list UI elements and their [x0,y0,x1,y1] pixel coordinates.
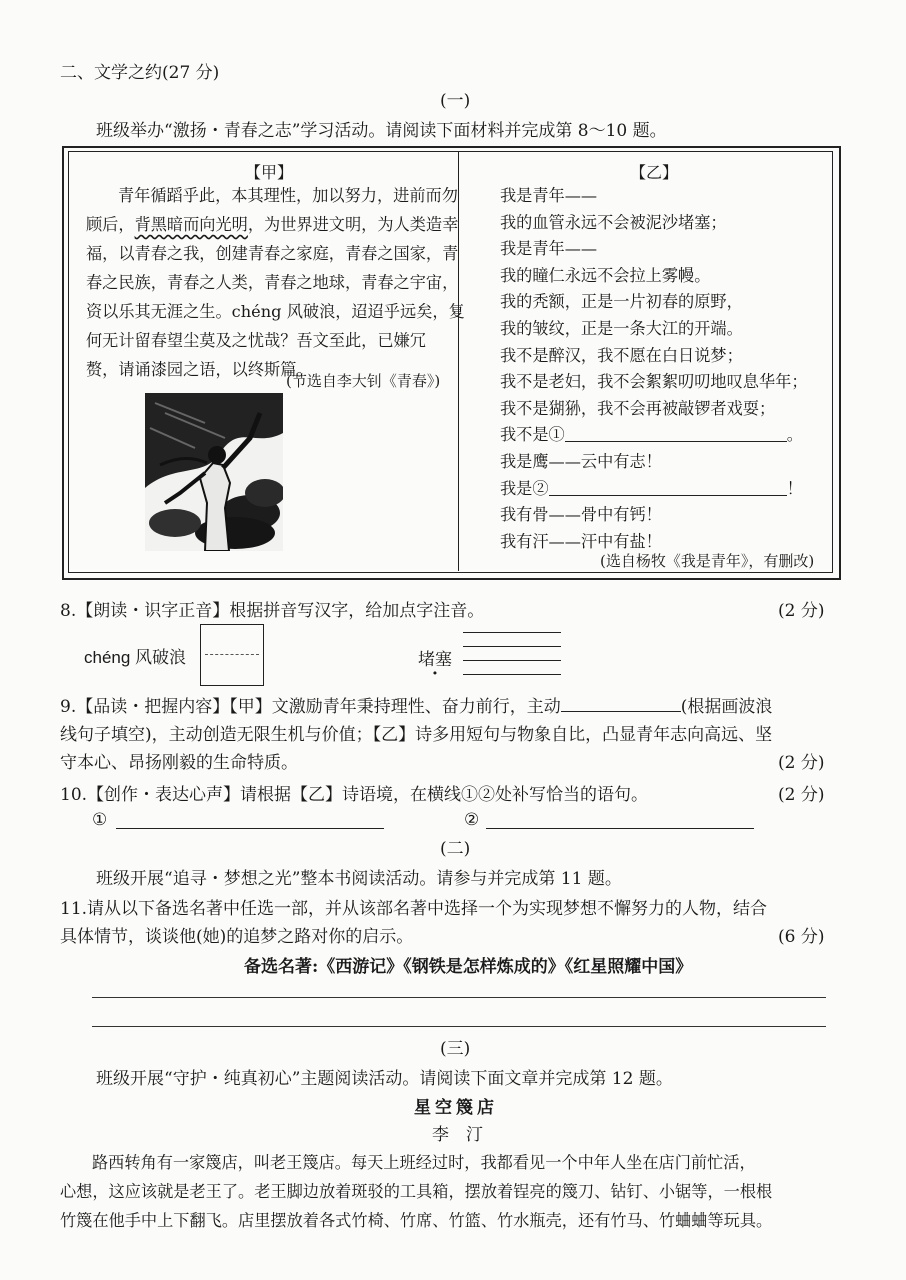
q9-line1: 9.【品读・把握内容】【甲】文激励青年秉持理性、奋力前行，主动 (根据画波浪 [60,697,773,717]
q10-blank1-line[interactable] [116,828,384,829]
article-title: 星空篾店 [414,1098,498,1118]
q11-line1: 11.请从以下备选名著中任选一部，并从该部名著中选择一个为实现梦想不懈努力的人物，结合 [60,899,768,919]
pinyin-line-1[interactable] [463,632,561,633]
part-intro-2: 班级开展“追寻・梦想之光”整本书阅读活动。请参与并完成第 11 题。 [96,869,622,889]
q8-pinyin-item: chéng 风破浪 [84,648,187,667]
article-author: 李 汀 [432,1125,483,1145]
q11-line2: 具体情节，谈谈他(她)的追梦之路对你的启示。 [60,927,414,947]
jia-source: (节选自李大钊《青春》) [286,372,441,390]
q9-score: (2 分) [778,753,825,773]
q8-text: 8.【朗读・识字正音】根据拼音写汉字，给加点字注音。 [60,601,485,621]
q9-line3: 守本心、昂扬刚毅的生命特质。 [60,753,298,773]
q10-blank2-label: ② [464,810,480,830]
poem-blank-1-line: 我不是① 。 [500,425,803,445]
part-intro-3: 班级开展“守护・纯真初心”主题阅读活动。请阅读下面文章并完成第 12 题。 [96,1069,673,1089]
jia-text: 青年循蹈乎此，本其理性，加以努力，进前而勿 顾后，背黑暗而向光明，为世界进文明，为人类造幸 福，以青春之我，创建青春之家庭，青春之国家，青 春之民族，青春之人类，青春之地球，青春之宇宙， 资以乐其无涯之生。chéng 风破浪，迢迢乎远矣，复 何无计留春望尘莫及之忧哉？吾文至此，已嫌冗 赘，请诵漆园之语，以终斯篇。 [86,186,465,379]
q9-line2: 线句子填空)，主动创造无限生机与价值；【乙】诗多用短句与物象自比，凸显青年志向高远、坚 [60,725,773,745]
q8-score: (2 分) [778,601,825,621]
yi-source: (选自杨牧《我是青年》，有删改) [600,552,815,570]
part-label-3: (三) [440,1039,471,1059]
pinyin-line-4[interactable] [463,674,561,675]
q10-score: (2 分) [778,785,825,805]
q9-blank[interactable] [561,695,681,712]
yi-poem: 我是青年—— 我的血管永远不会被泥沙堵塞； 我是青年—— 我的瞳仁永远不会拉上雾幔。 我的秃额，正是一片初春的原野， 我的皱纹，正是一条大江的开端。 我不是醉汉，我不愿在白日说梦； 我不是老妇，我不会絮絮叨叨地叹息华年； 我不是猢狲，我不会再被敲锣者戏耍； 我不是① 。 我是鹰——云中有志！ 我是② ！ 我有骨——骨中有钙！ 我有汗——汗中有盐！ [500,186,808,551]
pinyin-line-3[interactable] [463,660,561,661]
section-title: 二、文学之约(27 分) [60,63,220,83]
wavy-sentence: 背黑暗而向光明 [134,215,248,234]
q8-char-item: 堵塞 [418,650,452,670]
material-divider [458,151,459,571]
q10-text: 10.【创作・表达心声】请根据【乙】诗语境，在横线①②处补写恰当的语句。 [60,785,649,805]
part-intro-1: 班级举办“激扬・青春之志”学习活动。请阅读下面材料并完成第 8～10 题。 [96,121,667,141]
poem-blank-2-line: 我是② ！ [500,478,803,498]
answer-line-2[interactable] [92,1026,826,1027]
part-label-2: (二) [440,839,471,859]
answer-line-1[interactable] [92,997,826,998]
jia-header: 【甲】 [245,163,294,182]
q11-score: (6 分) [778,927,825,947]
pinyin-line-2[interactable] [463,646,561,647]
yi-header: 【乙】 [630,163,679,182]
q11-books: 备选名著:《西游记》《钢铁是怎样炼成的》《红星照耀中国》 [244,957,693,977]
part-label-1: (一) [440,91,471,111]
q10-blank1-label: ① [92,810,108,830]
youth-illustration [145,393,283,551]
q10-blank2-line[interactable] [486,828,754,829]
answer-char-box[interactable] [200,624,264,686]
article-body: 路西转角有一家篾店，叫老王篾店。每天上班经过时，我都看见一个中年人坐在店门前忙活， 心想，这应该就是老王了。老王脚边放着斑驳的工具箱，摆放着锃亮的篾刀、钻钉、小锯等，一根根 竹篾在他手中上下翻飞。店里摆放着各式竹椅、竹席、竹篮、竹水瓶壳，还有竹马、竹蛐蛐等玩具。 [60,1153,773,1230]
